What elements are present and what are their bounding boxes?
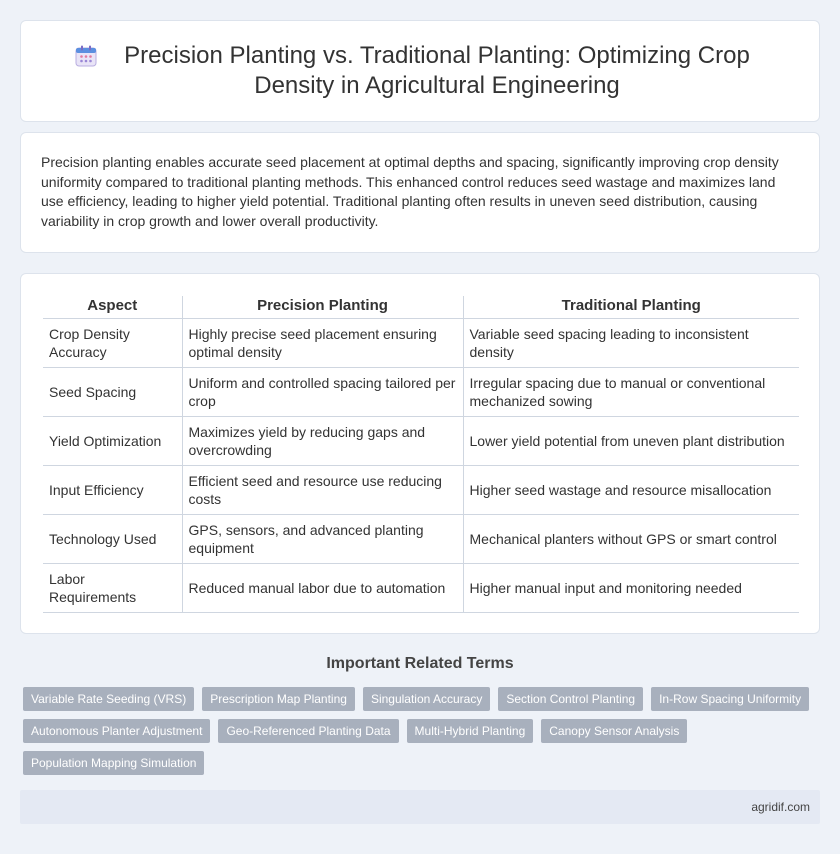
cell-traditional: Lower yield potential from uneven plant distribution	[463, 416, 799, 465]
related-terms-list	[23, 687, 823, 775]
intro-card	[20, 132, 820, 253]
cell-aspect: Yield Optimization	[43, 416, 182, 465]
calendar-icon	[73, 43, 99, 69]
cell-precision: Reduced manual labor due to automation	[182, 563, 463, 612]
footer-site-link[interactable]: agridif.com	[751, 800, 810, 814]
header-precision: Precision Planting	[182, 296, 463, 318]
header-aspect: Aspect	[43, 296, 182, 318]
table-row	[43, 367, 799, 416]
header-traditional: Traditional Planting	[463, 296, 799, 318]
term-tag[interactable]: Population Mapping Simulation	[23, 751, 204, 775]
table-header-row	[43, 296, 799, 318]
cell-traditional: Higher manual input and monitoring needed	[463, 563, 799, 612]
term-tag[interactable]: Prescription Map Planting	[202, 687, 355, 711]
title-wrap	[70, 41, 770, 101]
table-row	[43, 465, 799, 514]
cell-traditional: Irregular spacing due to manual or conventional mechanized sowing	[463, 367, 799, 416]
cell-traditional: Mechanical planters without GPS or smart control	[463, 514, 799, 563]
cell-precision: Maximizes yield by reducing gaps and overcrowding	[182, 416, 463, 465]
term-tag[interactable]: Multi-Hybrid Planting	[407, 719, 534, 743]
term-tag[interactable]: Geo-Referenced Planting Data	[218, 719, 398, 743]
term-tag[interactable]: Canopy Sensor Analysis	[541, 719, 687, 743]
cell-aspect: Crop Density Accuracy	[43, 318, 182, 367]
cell-aspect: Seed Spacing	[43, 367, 182, 416]
intro-text: Precision planting enables accurate seed placement at optimal depths and spacing, significantly improving crop density uniformity compared to traditional planting methods. This enhanced control reduces seed wastage and maximizes land use efficiency, leading to higher yield potential. Traditional planting often results in uneven seed distribution, causing variability in crop growth and lower overall productivity.	[41, 154, 779, 229]
table-row	[43, 416, 799, 465]
cell-aspect: Labor Requirements	[43, 563, 182, 612]
cell-precision: Uniform and controlled spacing tailored per crop	[182, 367, 463, 416]
term-tag[interactable]: Variable Rate Seeding (VRS)	[23, 687, 194, 711]
comparison-table	[43, 296, 799, 613]
page-title: Precision Planting vs. Traditional Planting: Optimizing Crop Density in Agricultural Engineering	[124, 42, 750, 99]
table-row	[43, 563, 799, 612]
table-row	[43, 514, 799, 563]
comparison-card	[20, 273, 820, 634]
term-tag[interactable]: Section Control Planting	[498, 687, 643, 711]
cell-precision: Highly precise seed placement ensuring optimal density	[182, 318, 463, 367]
cell-aspect: Technology Used	[43, 514, 182, 563]
term-tag[interactable]: Autonomous Planter Adjustment	[23, 719, 210, 743]
cell-aspect: Input Efficiency	[43, 465, 182, 514]
footer	[20, 790, 820, 824]
cell-precision: GPS, sensors, and advanced planting equipment	[182, 514, 463, 563]
cell-traditional: Higher seed wastage and resource misallocation	[463, 465, 799, 514]
cell-traditional: Variable seed spacing leading to inconsistent density	[463, 318, 799, 367]
term-tag[interactable]: In-Row Spacing Uniformity	[651, 687, 809, 711]
cell-precision: Efficient seed and resource use reducing costs	[182, 465, 463, 514]
related-terms-heading: Important Related Terms	[326, 655, 514, 672]
title-card	[20, 20, 820, 122]
table-row	[43, 318, 799, 367]
term-tag[interactable]: Singulation Accuracy	[363, 687, 490, 711]
